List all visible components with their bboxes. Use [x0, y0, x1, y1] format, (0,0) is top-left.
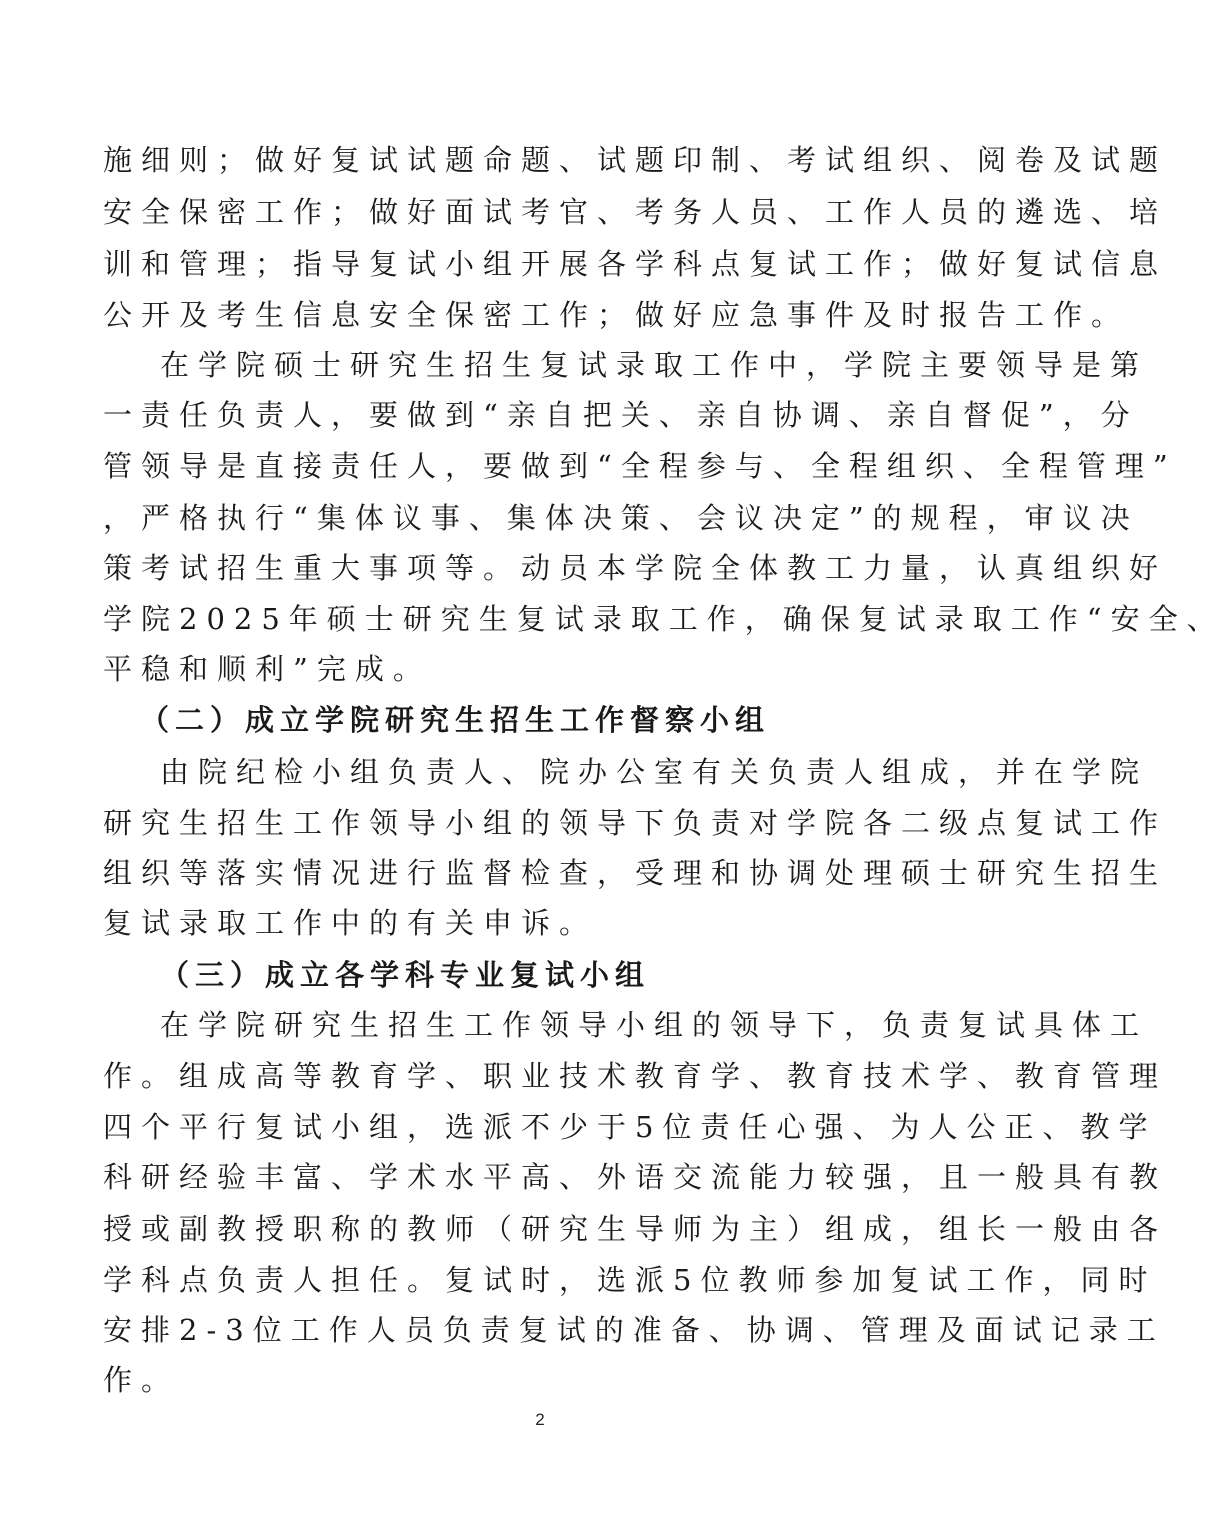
section-heading-2: （二）成立学院研究生招生工作督察小组: [140, 703, 771, 737]
text-line: 科研经验丰富、学术水平高、外语交流能力较强，且一般具有教: [103, 1160, 1168, 1194]
text-line: 管领导是直接责任人，要做到“全程参与、全程组织、全程管理”: [103, 449, 1177, 483]
text-line: 组织等落实情况进行监督检查，受理和协调处理硕士研究生招生: [103, 856, 1168, 890]
text-line: 安全保密工作；做好面试考官、考务人员、工作人员的遴选、培: [103, 195, 1168, 229]
text-line: ，严格执行“集体议事、集体决策、会议决定”的规程，审议决: [103, 501, 1139, 535]
text-line: 学院2025年硕士研究生复试录取工作，确保复试录取工作“安全、: [103, 602, 1225, 636]
text-line: 四个平行复试小组，选派不少于5位责任心强、为人公正、教学: [103, 1110, 1157, 1144]
text-line: 施细则；做好复试试题命题、试题印制、考试组织、阅卷及试题: [103, 143, 1168, 177]
text-line: 研究生招生工作领导小组的领导下负责对学院各二级点复试工作: [103, 806, 1168, 840]
paragraph-first-line: 在学院研究生招生工作领导小组的领导下，负责复试具体工: [160, 1008, 1149, 1042]
page-number: 2: [535, 1410, 545, 1429]
text-line: 安排2-3位工作人员负责复试的准备、协调、管理及面试记录工: [103, 1313, 1165, 1347]
text-line: 一责任负责人，要做到“亲自把关、亲自协调、亲自督促”，分: [103, 398, 1139, 432]
paragraph-first-line: 在学院硕士研究生招生复试录取工作中，学院主要领导是第: [160, 348, 1149, 382]
text-line: 作。组成高等教育学、职业技术教育学、教育技术学、教育管理: [103, 1059, 1168, 1093]
text-line: 训和管理；指导复试小组开展各学科点复试工作；做好复试信息: [103, 247, 1168, 281]
paragraph-first-line: 由院纪检小组负责人、院办公室有关负责人组成，并在学院: [160, 755, 1149, 789]
text-line: 公开及考生信息安全保密工作；做好应急事件及时报告工作。: [103, 298, 1130, 332]
text-line: 策考试招生重大事项等。动员本学院全体教工力量，认真组织好: [103, 551, 1168, 585]
text-line: 授或副教授职称的教师（研究生导师为主）组成，组长一般由各: [103, 1212, 1168, 1246]
text-line: 作。: [103, 1363, 180, 1397]
text-line: 复试录取工作中的有关申诉。: [103, 906, 598, 940]
text-line: 平稳和顺利”完成。: [103, 652, 431, 686]
text-line: 学科点负责人担任。复试时，选派5位教师参加复试工作，同时: [103, 1263, 1157, 1297]
section-heading-3: （三）成立各学科专业复试小组: [160, 958, 651, 992]
